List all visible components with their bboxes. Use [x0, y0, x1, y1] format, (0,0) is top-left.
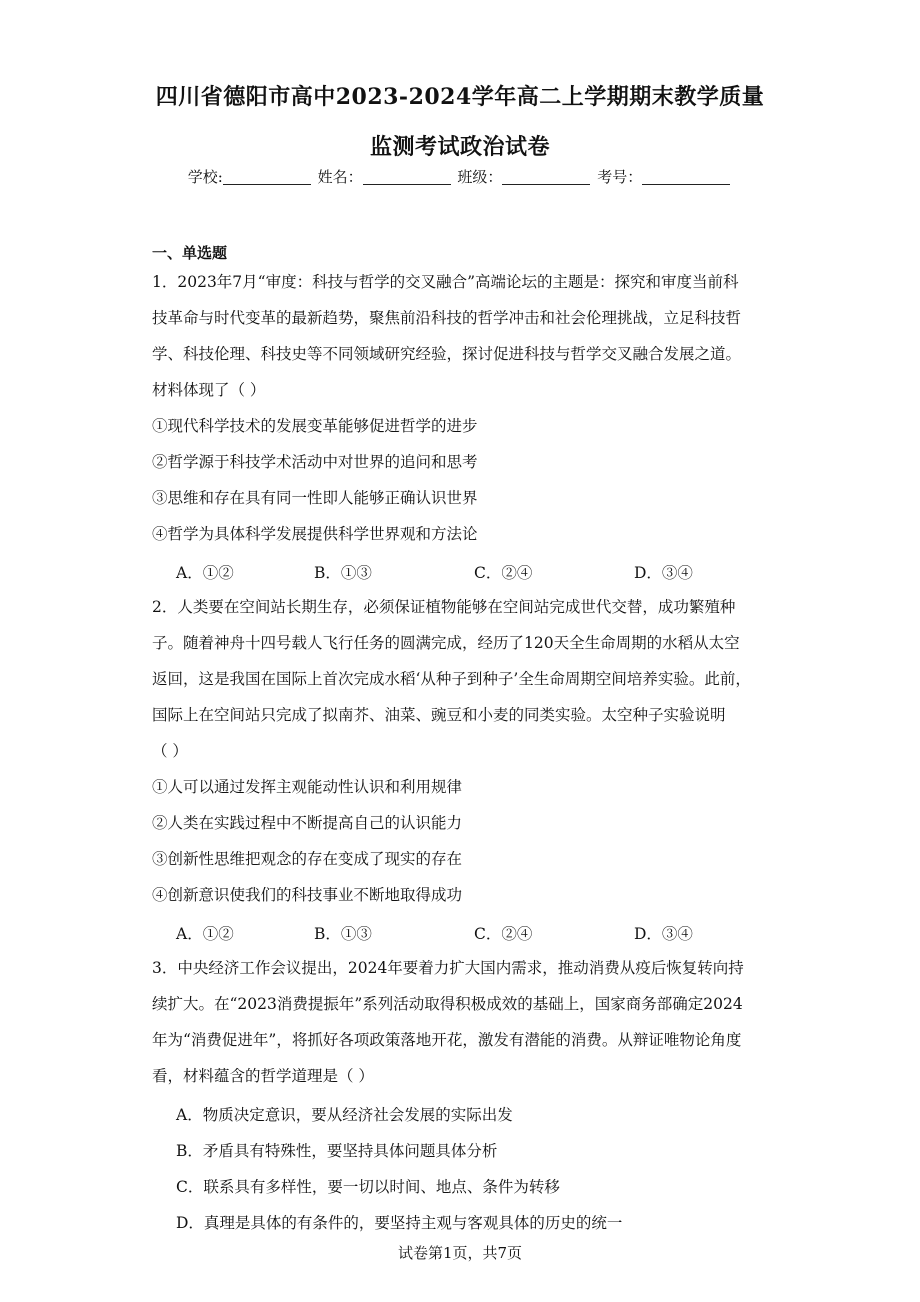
exam-number-blank [642, 168, 730, 185]
question-1-line: 材料体现了（ ） [152, 381, 266, 399]
class-label: 班级： [457, 168, 503, 186]
question-1-item: ③思维和存在具有同一性即人能够正确认识世界 [152, 489, 478, 507]
question-3-line: 看，材料蕴含的哲学道理是（ ） [152, 1067, 374, 1085]
question-3-line: 年为“消费促进年”，将抓好各项政策落地开花，激发有潜能的消费。从辩证唯物论角度 [152, 1031, 742, 1049]
question-2-item: ②人类在实践过程中不断提高自己的认识能力 [152, 814, 463, 832]
question-2-option-a: A．①② [176, 925, 234, 943]
question-2-line: 返回，这是我国在国际上首次完成水稻‘从种子到种子’全生命周期空间培养实验。此前， [152, 670, 751, 688]
question-2-item: ④创新意识使我们的科技事业不断地取得成功 [152, 886, 463, 904]
question-1-line: 技革命与时代变革的最新趋势，聚焦前沿科技的哲学冲击和社会伦理挑战，立足科技哲 [152, 309, 742, 327]
question-2-line: 子。随着神舟十四号载人飞行任务的圆满完成，经历了120天全生命周期的水稻从太空 [152, 634, 740, 652]
question-1-line: 学、科技伦理、科技史等不同领域研究经验，探讨促进科技与哲学交叉融合发展之道。 [152, 345, 742, 363]
page-footer: 试卷第1页，共7页 [397, 1244, 523, 1262]
question-1-item: ①现代科学技术的发展变革能够促进哲学的进步 [152, 417, 478, 435]
question-2-item: ③创新性思维把观念的存在变成了现实的存在 [152, 850, 463, 868]
question-1-option-a: A．①② [176, 564, 234, 582]
exam-title-line1: 四川省德阳市高中2023-2024学年高二上学期期末教学质量 [155, 84, 765, 110]
name-label: 姓名： [317, 168, 363, 186]
question-1-option-b: B．①③ [314, 564, 372, 582]
question-3-option-d: D．真理是具体的有条件的，要坚持主观与客观具体的历史的统一 [176, 1214, 623, 1232]
student-info-row [0, 166, 920, 187]
question-2-line: （ ） [152, 742, 188, 760]
question-3-option-b: B．矛盾具有特殊性，要坚持具体问题具体分析 [176, 1142, 498, 1160]
question-3-option-c: C．联系具有多样性，要一切以时间、地点、条件为转移 [176, 1178, 560, 1196]
question-2-line: 国际上在空间站只完成了拟南芥、油菜、豌豆和小麦的同类实验。太空种子实验说明 [152, 706, 726, 724]
question-2-option-c: C．②④ [474, 925, 533, 943]
question-2-item: ①人可以通过发挥主观能动性认识和利用规律 [152, 778, 463, 796]
class-blank [502, 168, 590, 185]
question-2-option-b: B．①③ [314, 925, 372, 943]
question-2-line: 2．人类要在空间站长期生存，必须保证植物能够在空间站完成世代交替，成功繁殖种 [152, 598, 736, 616]
question-1-item: ②哲学源于科技学术活动中对世界的追问和思考 [152, 453, 478, 471]
name-blank [363, 168, 451, 185]
question-1-option-c: C．②④ [474, 564, 533, 582]
question-1-item: ④哲学为具体科学发展提供科学世界观和方法论 [152, 525, 478, 543]
question-3-line: 续扩大。在“2023消费提振年”系列活动取得积极成效的基础上，国家商务部确定2024 [152, 995, 743, 1013]
question-1-line: 1．2023年7月“审度：科技与哲学的交叉融合”高端论坛的主题是：探究和审度当前科 [152, 273, 739, 291]
question-2-option-d: D．③④ [634, 925, 693, 943]
school-blank [223, 168, 311, 185]
school-label: 学校: [187, 168, 223, 186]
question-3-line: 3．中央经济工作会议提出，2024年要着力扩大国内需求，推动消费从疫后恢复转向持 [152, 959, 744, 977]
question-1-option-d: D．③④ [634, 564, 693, 582]
exam-number-label: 考号： [597, 168, 643, 186]
exam-title-line2: 监测考试政治试卷 [369, 134, 550, 160]
question-3-option-a: A．物质决定意识，要从经济社会发展的实际出发 [176, 1106, 513, 1124]
section-title: 一、单选题 [152, 244, 228, 262]
